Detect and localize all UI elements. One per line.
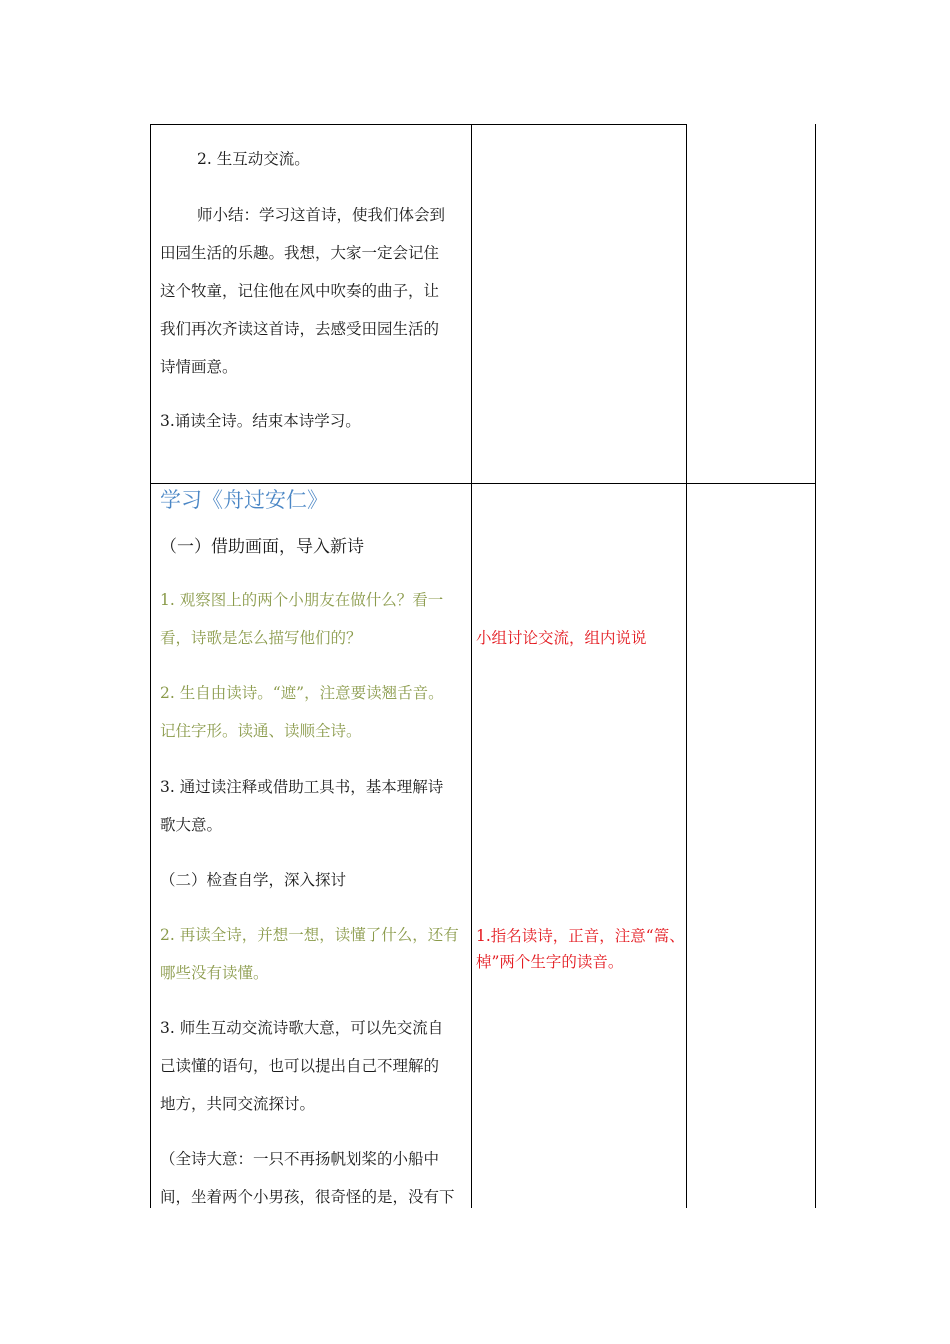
step-2-text: 2. 生互动交流。 xyxy=(197,150,310,168)
meaning-line-1: （全诗大意：一只不再扬帆划桨的小船中 xyxy=(160,1150,440,1168)
summary-line-5: 诗情画意。 xyxy=(160,358,238,376)
s2-item2-line-1: 2. 再读全诗，并想一想，读懂了什么，还有 xyxy=(160,926,459,944)
table-divider-col1 xyxy=(471,124,472,1208)
reading-note-line-2: 棹”两个生字的读音。 xyxy=(476,953,624,971)
s1-item2-line-1: 2. 生自由读诗。“遮”，注意要读翘舌音。 xyxy=(160,684,444,702)
s1-item1-line-2: 看，诗歌是怎么描写他们的？ xyxy=(160,629,362,647)
s1-item3-line-2: 歌大意。 xyxy=(160,816,223,834)
table-border-left xyxy=(150,124,151,1208)
s1-item1-line-1: 1. 观察图上的两个小朋友在做什么？看一 xyxy=(160,591,444,609)
s2-item3-line-2: 己读懂的语句，也可以提出自己不理解的 xyxy=(160,1057,440,1075)
group-discussion-note: 小组讨论交流，组内说说 xyxy=(476,629,647,647)
table-divider-col2 xyxy=(686,124,687,1208)
table-top-border xyxy=(150,124,687,125)
meaning-line-2: 间，坐着两个小男孩，很奇怪的是，没有下 xyxy=(160,1188,455,1206)
s2-item2-line-2: 哪些没有读懂。 xyxy=(160,964,269,982)
s1-item3-line-1: 3. 通过读注释或借助工具书，基本理解诗 xyxy=(160,778,444,796)
section-1-heading: （一）借助画面，导入新诗 xyxy=(160,537,364,557)
reading-note-line-1: 1.指名读诗，正音，注意“篙、 xyxy=(476,927,685,945)
summary-line-1: 师小结：学习这首诗，使我们体会到 xyxy=(197,206,446,224)
summary-line-2: 田园生活的乐趣。我想，大家一定会记住 xyxy=(160,244,440,262)
section-2-heading: （二）检查自学，深入探讨 xyxy=(160,871,347,889)
s2-item3-line-3: 地方，共同交流探讨。 xyxy=(160,1095,316,1113)
lesson-title: 学习《舟过安仁》 xyxy=(160,488,328,512)
step-3-text: 3.诵读全诗。结束本诗学习。 xyxy=(160,412,361,430)
s2-item3-line-1: 3. 师生互动交流诗歌大意，可以先交流自 xyxy=(160,1019,444,1037)
s1-item2-line-2: 记住字形。读通、读顺全诗。 xyxy=(160,722,362,740)
summary-line-4: 我们再次齐读这首诗，去感受田园生活的 xyxy=(160,320,440,338)
summary-line-3: 这个牧童，记住他在风中吹奏的曲子，让 xyxy=(160,282,440,300)
table-border-right xyxy=(815,124,816,1208)
